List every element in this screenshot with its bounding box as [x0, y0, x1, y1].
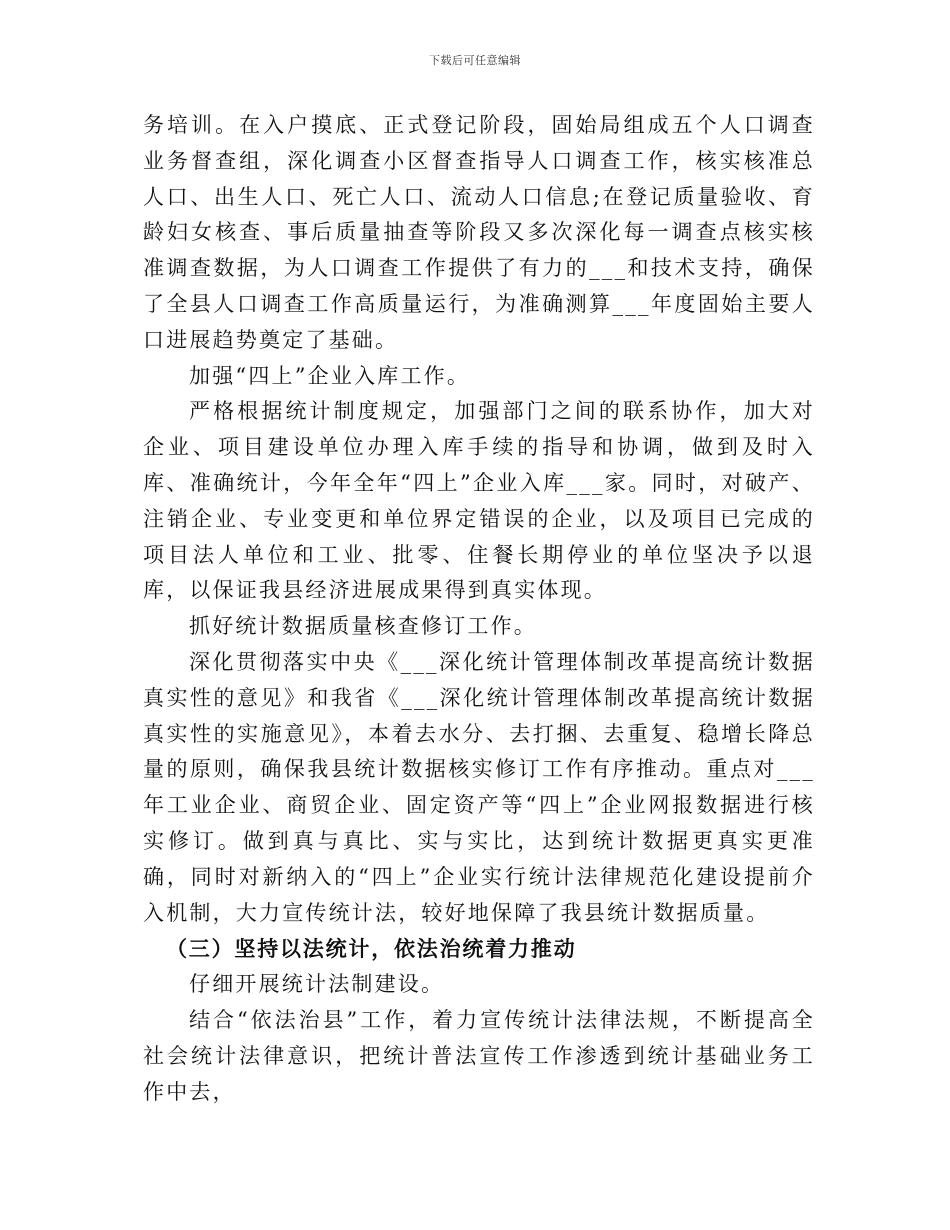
- paragraph-population-survey: 务培训。在入户摸底、正式登记阶段，固始局组成五个人口调查业务督查组，深化调查小区督查指导人口调查工作，核实核准总人口、出生人口、死亡人口、流动人口信息;在登记质量验收、育龄妇女核查、事后质量抽查等阶段又多次深化每一调查点核实核准调查数据，为人口调查工作提供了有力的___和技术支持，确保了全县人口调查工作高质量运行，为准确测算___年度固始主要人口进展趋势奠定了基础。: [143, 113, 815, 352]
- section-heading-rule-of-law: （三）坚持以法统计，依法治统着力推动: [166, 936, 577, 962]
- paragraph-data-quality-title: 抓好统计数据质量核查修订工作。: [189, 614, 537, 639]
- document-body: [143, 108, 815, 1110]
- page-header: 下载后可任意编辑: [429, 54, 521, 67]
- paragraph-data-quality: 深化贯彻落实中央《___深化统计管理体制改革提高统计数据真实性的意见》和我省《___深化统计管理体制改革提高统计数据真实性的实施意见》，本着去水分、去打捆、去重复、稳增长降总量的原则，确保我县统计数据核实修订工作有序推动。重点对___年工业企业、商贸企业、固定资产等“四上”企业网报数据进行核实修订。做到真与真比、实与实比，达到统计数据更真实更准确，同时对新纳入的“四上”企业实行统计法律规范化建设提前介入机制，大力宣传统计法，较好地保障了我县统计数据质量。: [143, 649, 815, 925]
- paragraph-enterprise-registration: 严格根据统计制度规定，加强部门之间的联系协作，加大对企业、项目建设单位办理入库手续的指导和协调，做到及时入库、准确统计，今年全年“四上”企业入库___家。同时，对破产、注销企业、专业变更和单位界定错误的企业，以及项目已完成的项目法人单位和工业、批零、住餐长期停业的单位坚决予以退库，以保证我县经济进展成果得到真实体现。: [143, 399, 815, 603]
- paragraph-legal-construction: 结合“依法治县”工作，着力宣传统计法律法规，不断提高全社会统计法律意识，把统计普法宣传工作渗透到统计基础业务工作中去，: [143, 1007, 815, 1104]
- paragraph-legal-construction-title: 仔细开展统计法制建设。: [189, 972, 445, 997]
- paragraph-enterprise-registration-title: 加强“四上”企业入库工作。: [189, 363, 471, 388]
